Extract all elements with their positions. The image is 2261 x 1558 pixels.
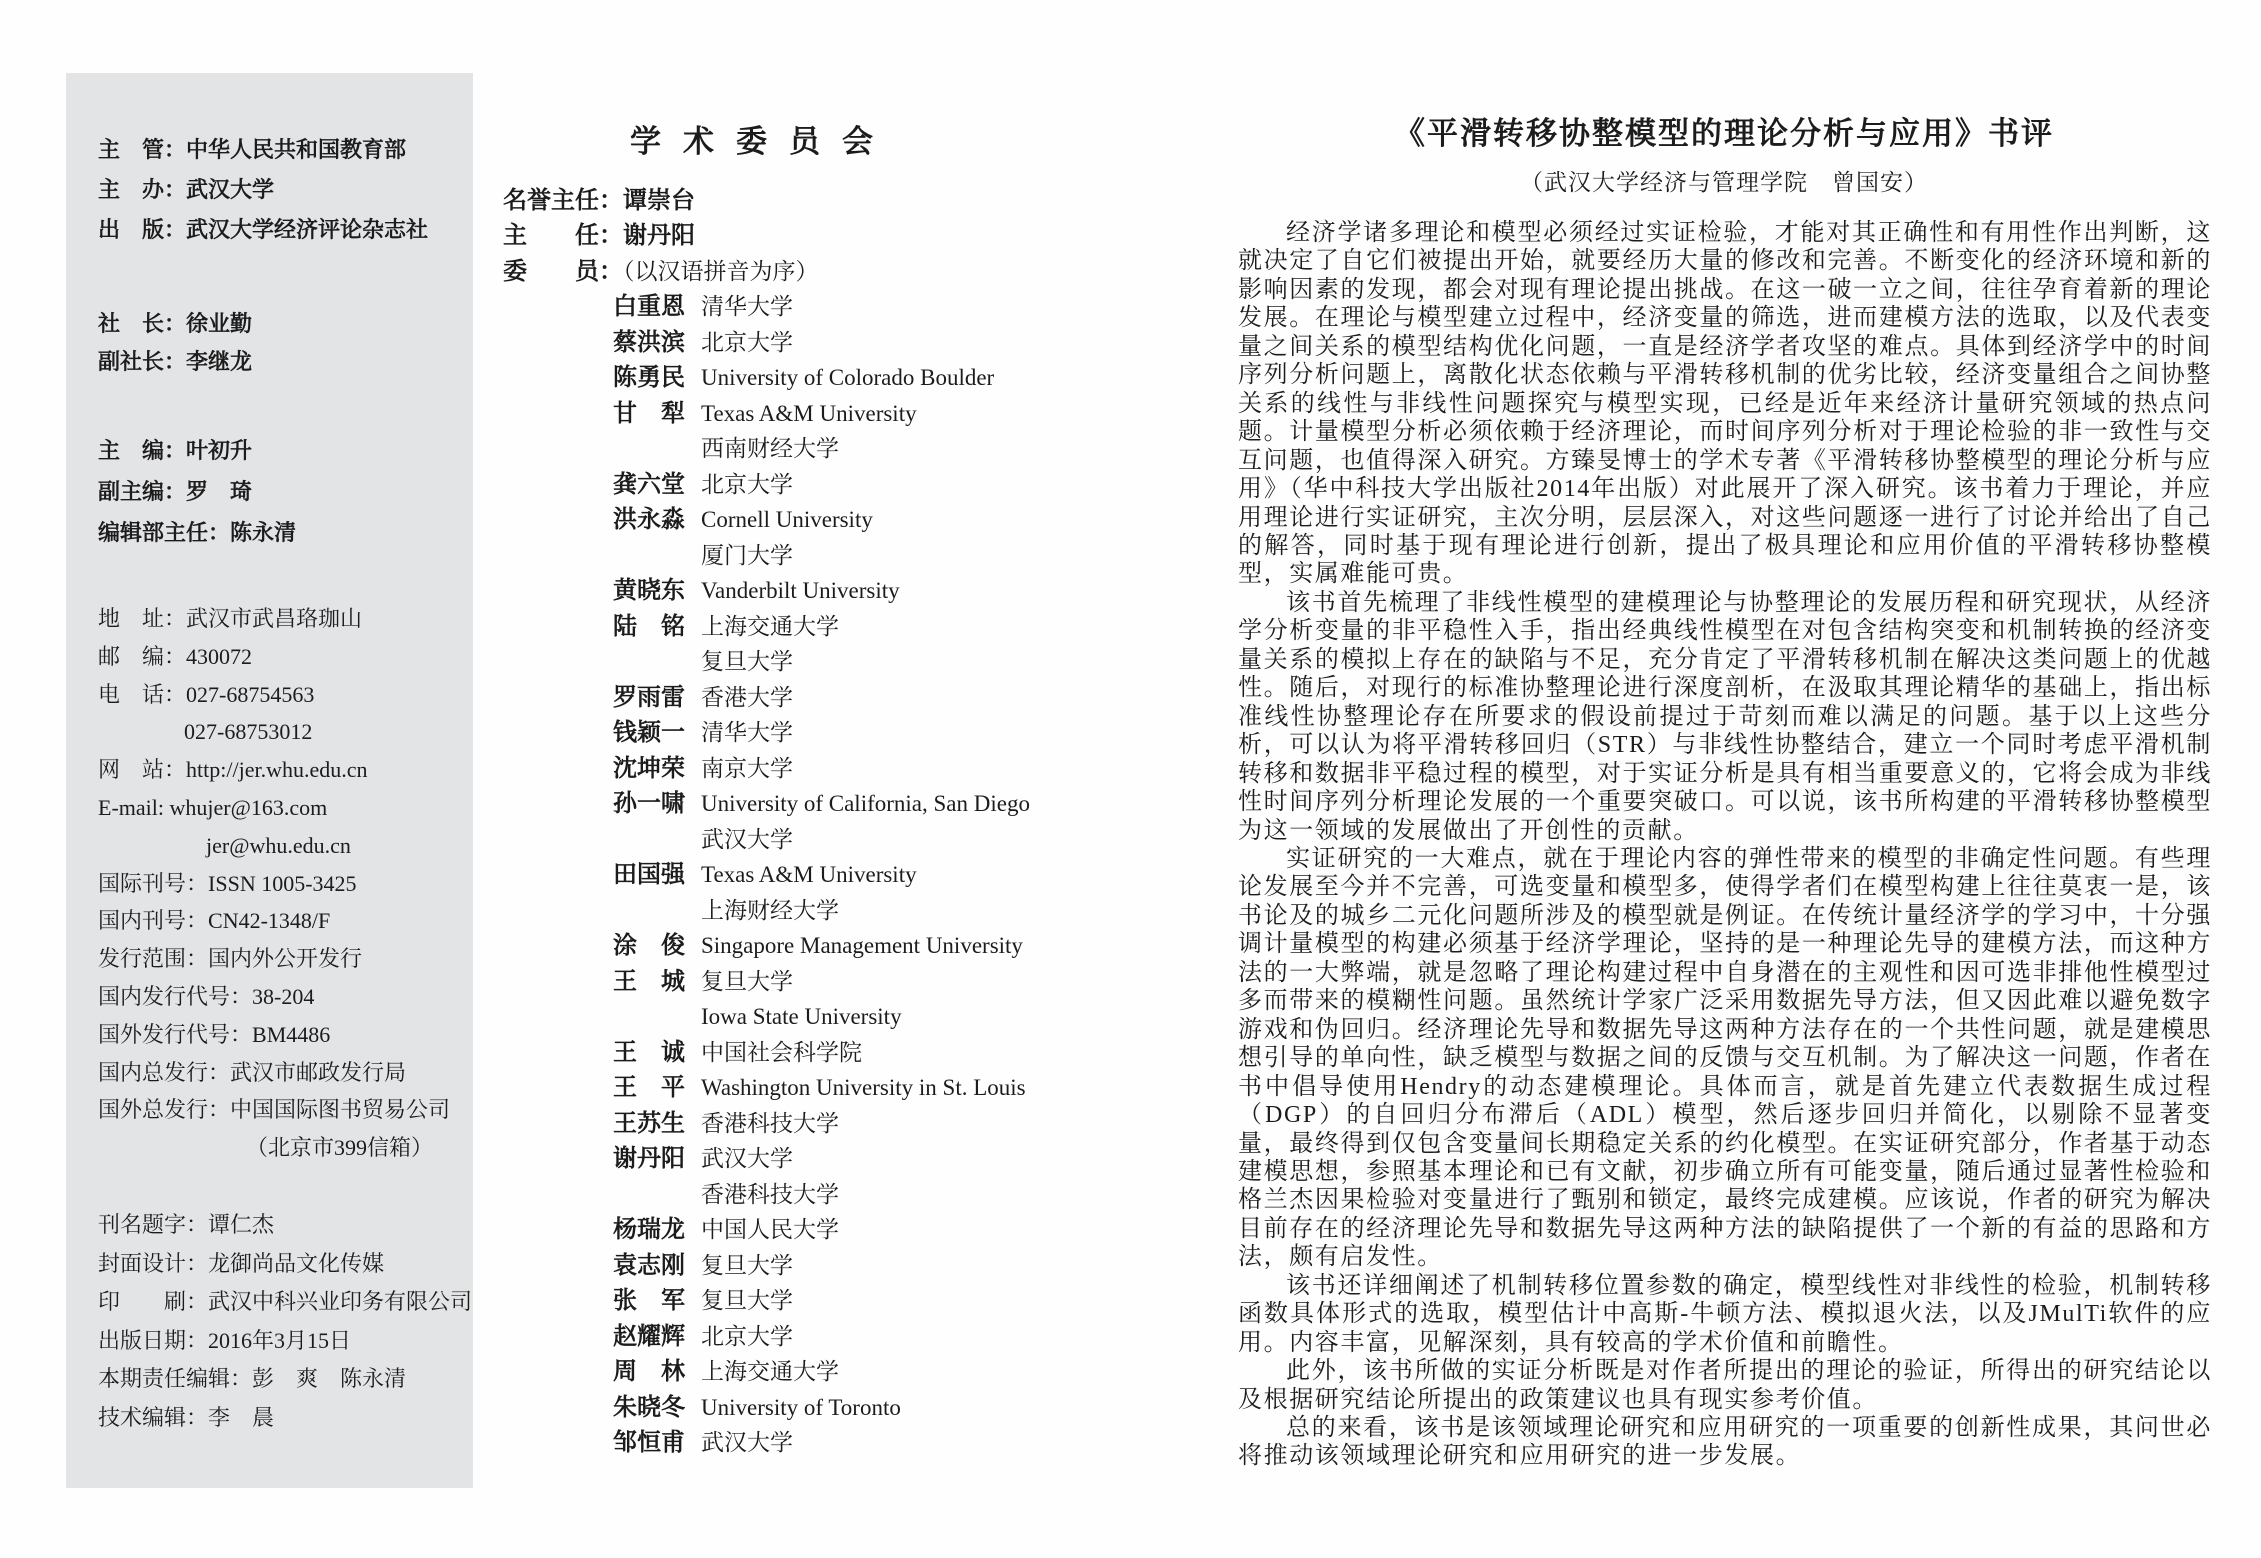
committee-member-list xyxy=(613,289,1030,1461)
review-paragraph: 实证研究的一大难点，就在于理论内容的弹性带来的模型的非确定性问题。有些理论发展至今并不完善，可选变量和模型多，使得学者们在模型构建上往往莫衷一是，该书论及的城乡二元化问题所涉及的模型就是例证。在传统计量经济学的学习中，十分强调计量模型的构建必须基于经济学理论，坚持的是一种理论先导的建模方法，而这种方法的一大弊端，就是忽略了理论构建过程中自身潜在的主观性和因可选非排他性模型过多而带来的模糊性问题。虽然统计学家广泛采用数据先导方法，但又因此难以避免数字游戏和伪回归。经济理论先导和数据先导这两种方法存在的一个共性问题，就是建模思想引导的单向性，缺乏模型与数据之间的反馈与交互机制。为了解决这一问题，作者在书中倡导使用Hendry的动态建模理论。具体而言，就是首先建立代表数据生成过程（DGP）的自回归分布滞后（ADL）模型，然后逐步回归并简化，以剔除不显著变量，最终得到仅包含变量间长期稳定关系的约化模型。在实证研究部分，作者基于动态建模思想，参照基本理论和已有文献，初步确立所有可能变量，随后通过显著性检验和格兰杰因果检验对变量进行了甄别和锁定，最终完成建模。应该说，作者的研究为解决目前存在的经济理论先导和数据先导这两种方法的缺陷提供了一个新的有益的思路和方法，颇有启发性。 xyxy=(1238,845,2212,1271)
committee-member-row xyxy=(613,325,1030,361)
member-name: 朱晓冬 xyxy=(613,1393,685,1421)
officer-name: 谢丹阳 xyxy=(623,223,695,249)
colophon-label: 主 编： xyxy=(98,438,187,463)
colophon-value: 国内外公开发行 xyxy=(208,946,363,972)
member-name: 蔡洪滨 xyxy=(613,328,685,356)
review-paragraph: 该书首先梳理了非线性模型的建模理论与协整理论的发展历程和研究现状，从经济学分析变量的非平稳性入手，指出经典线性模型在对包含结构突变和机制转换的经济变量关系的模拟上存在的缺陷与不足，充分肯定了平滑转移机制在解决这类问题上的优越性。随后，对现行的标准协整理论进行深度剖析，在汲取其理论精华的基础上，指出标准线性协整理论存在所要求的假设前提过于苛刻而难以满足的问题。基于以上这些分析，可以认为将平滑转移回归（STR）与非线性协整结合，建立一个同时考虑平滑机制转移和数据非平稳过程的模型，对于实证分析是具有相当重要意义的，它将会成为非线性时间序列分析理论发展的一个重要突破口。可以说，该书所构建的平滑转移协整模型为这一领域的发展做出了开创性的贡献。 xyxy=(1238,589,2212,844)
colophon-value: jer@whu.edu.cn xyxy=(206,832,351,858)
member-name: 赵耀辉 xyxy=(613,1322,685,1350)
member-affiliation: Iowa State University xyxy=(701,1004,902,1029)
member-affiliation: 中国人民大学 xyxy=(701,1217,839,1242)
colophon-value: 38-204 xyxy=(252,983,315,1009)
colophon-group-contact xyxy=(98,600,467,1167)
member-affiliation: 上海财经大学 xyxy=(701,897,839,923)
colophon-row xyxy=(98,600,467,638)
member-affiliation: 复旦大学 xyxy=(701,1288,793,1313)
member-name: 田国强 xyxy=(613,861,685,888)
committee-member-row xyxy=(613,1177,1030,1213)
colophon-value: 武汉大学经济评论杂志社 xyxy=(186,217,429,242)
committee-member-row xyxy=(613,715,1030,751)
colophon-row xyxy=(98,1283,473,1322)
colophon-row xyxy=(98,638,467,676)
member-affiliation: University of Colorado Boulder xyxy=(701,365,995,390)
member-name: 张 军 xyxy=(613,1287,685,1314)
member-affiliation: 香港科技大学 xyxy=(701,1181,839,1207)
colophon-label: 地 址： xyxy=(98,606,187,631)
colophon-row xyxy=(98,902,467,940)
committee-member-row xyxy=(613,857,1030,893)
member-affiliation: 北京大学 xyxy=(701,329,793,355)
review-paragraph: 此外，该书所做的实证分析既是对作者所提出的理论的验证，所得出的研究结论以及根据研究结论所提出的政策建议也具有现实参考价值。 xyxy=(1238,1358,2212,1413)
colophon-value: 2016年3月15日 xyxy=(208,1327,352,1353)
member-affiliation: Washington University in St. Louis xyxy=(701,1075,1026,1100)
member-affiliation: Singapore Management University xyxy=(701,933,1023,958)
colophon-row xyxy=(98,1322,467,1361)
colophon-value: 武汉市武昌珞珈山 xyxy=(186,606,363,631)
colophon-row xyxy=(98,1245,467,1284)
committee-member-row xyxy=(613,680,1030,716)
colophon-value: 武汉大学 xyxy=(186,177,275,202)
member-name: 王 诚 xyxy=(613,1038,685,1066)
committee-member-row xyxy=(613,609,1030,645)
member-name: 罗雨雷 xyxy=(613,683,685,711)
colophon-label: 国内发行代号： xyxy=(98,983,253,1009)
member-affiliation: 香港科技大学 xyxy=(701,1110,839,1136)
officer-label: 委 员： xyxy=(503,259,623,285)
colophon-label: 编辑部主任： xyxy=(98,520,231,545)
colophon-row xyxy=(98,676,467,714)
colophon-row xyxy=(98,940,467,978)
colophon-row xyxy=(98,978,467,1016)
colophon-row xyxy=(98,512,467,553)
colophon-label: 刊名题字： xyxy=(98,1212,209,1237)
member-name: 陈勇民 xyxy=(613,364,685,391)
committee-officers xyxy=(503,184,819,290)
colophon-value: 027-68754563 xyxy=(186,681,315,707)
member-name: 黄晓东 xyxy=(613,577,685,604)
officer-label: 名誉主任： xyxy=(503,188,623,214)
committee-officer-row xyxy=(503,184,819,219)
colophon-row xyxy=(98,1091,467,1129)
colophon-value: 李继龙 xyxy=(186,349,253,374)
colophon-group-production xyxy=(98,1206,473,1438)
committee-member-row xyxy=(613,1319,1030,1355)
member-affiliation: 复旦大学 xyxy=(701,1252,793,1278)
colophon-group-president xyxy=(98,305,467,381)
committee-member-row xyxy=(613,1212,1030,1248)
committee-member-row xyxy=(613,502,1030,538)
committee-member-row xyxy=(613,431,1030,467)
colophon-value: 叶初升 xyxy=(186,438,253,463)
member-affiliation: Cornell University xyxy=(701,507,873,532)
member-affiliation: University of California, San Diego xyxy=(701,791,1030,816)
committee-member-row xyxy=(613,1106,1030,1142)
colophon-label: 发行范围： xyxy=(98,946,209,972)
committee-member-row xyxy=(613,396,1030,432)
member-name: 陆 铭 xyxy=(613,612,685,640)
colophon-row xyxy=(98,1399,467,1438)
colophon-row xyxy=(98,713,467,751)
colophon-row xyxy=(98,1016,467,1054)
member-affiliation: 武汉大学 xyxy=(701,1430,793,1455)
officer-name: （以汉语拼音为序） xyxy=(623,259,819,284)
member-affiliation: 北京大学 xyxy=(701,471,793,497)
colophon-label: 国内总发行： xyxy=(98,1059,231,1085)
colophon-label: 印 刷： xyxy=(98,1289,209,1315)
member-name: 沈坤荣 xyxy=(613,754,685,782)
member-affiliation: Vanderbilt University xyxy=(701,578,900,603)
colophon-value: 430072 xyxy=(186,643,253,669)
colophon-label: 出 版： xyxy=(98,217,187,242)
member-affiliation: 香港大学 xyxy=(701,684,793,710)
member-name: 周 林 xyxy=(613,1358,685,1385)
member-affiliation: 中国社会科学院 xyxy=(701,1039,862,1065)
committee-member-row xyxy=(613,786,1030,822)
committee-member-row xyxy=(613,1283,1030,1319)
colophon-label: 电 话： xyxy=(98,681,187,707)
colophon-value: 徐业勤 xyxy=(186,311,253,336)
colophon-label: 出版日期： xyxy=(98,1327,209,1353)
committee-member-row xyxy=(613,360,1030,396)
colophon-row xyxy=(98,827,467,865)
colophon-value: BM4486 xyxy=(252,1021,331,1047)
member-name: 孙一啸 xyxy=(613,790,685,817)
colophon-row xyxy=(98,210,467,250)
member-name: 龚六堂 xyxy=(613,470,685,498)
colophon-value: 武汉中科兴业印务有限公司 xyxy=(208,1289,473,1315)
committee-member-row xyxy=(613,644,1030,680)
colophon-row xyxy=(98,751,467,789)
member-name: 王 城 xyxy=(613,967,685,995)
committee-member-row xyxy=(613,999,1030,1035)
colophon-value: 彭 爽 陈永清 xyxy=(252,1366,407,1392)
member-name: 杨瑞龙 xyxy=(613,1216,685,1243)
committee-member-row xyxy=(613,538,1030,574)
member-name: 白重恩 xyxy=(613,293,685,320)
committee-title: 学术委员会 xyxy=(630,124,895,159)
colophon-value: 陈永清 xyxy=(230,520,297,545)
colophon-label: E-mail: xyxy=(98,794,170,820)
member-name: 甘 犁 xyxy=(613,399,685,427)
member-name: 王苏生 xyxy=(613,1109,685,1137)
committee-officer-row xyxy=(503,219,819,254)
colophon-value: （北京市399信箱） xyxy=(246,1135,434,1161)
colophon-panel xyxy=(66,73,473,1488)
member-affiliation: 上海交通大学 xyxy=(701,613,839,639)
colophon-row xyxy=(98,170,467,210)
colophon-row xyxy=(98,430,467,471)
colophon-row xyxy=(98,305,467,343)
member-affiliation: 厦门大学 xyxy=(701,542,793,568)
colophon-label: 邮 编： xyxy=(98,643,187,669)
committee-member-row xyxy=(613,1035,1030,1071)
colophon-row xyxy=(98,1206,467,1245)
committee-officer-row xyxy=(503,254,819,290)
member-name: 涂 俊 xyxy=(613,932,685,959)
review-paragraph: 总的来看，该书是该领域理论研究和应用研究的一项重要的创新性成果，其问世必将推动该领域理论研究和应用研究的进一步发展。 xyxy=(1238,1415,2212,1470)
colophon-value: CN42-1348/F xyxy=(208,908,331,934)
colophon-row xyxy=(98,1129,467,1167)
colophon-label: 技术编辑： xyxy=(98,1404,209,1430)
review-byline: （武汉大学经济与管理学院 曾国安） xyxy=(1520,170,1928,195)
colophon-label: 国外发行代号： xyxy=(98,1021,253,1047)
member-name: 钱颖一 xyxy=(613,719,685,746)
committee-member-row xyxy=(613,928,1030,964)
member-affiliation: 南京大学 xyxy=(701,755,793,781)
member-affiliation: 武汉大学 xyxy=(701,1146,793,1171)
colophon-value: 李 晨 xyxy=(208,1404,275,1430)
committee-member-row xyxy=(613,893,1030,929)
colophon-value: 龙御尚品文化传媒 xyxy=(208,1250,385,1276)
colophon-row xyxy=(98,789,467,827)
colophon-row xyxy=(98,471,467,512)
review-body xyxy=(1238,219,2212,1471)
colophon-group-supervisor xyxy=(98,130,467,250)
member-name: 王 平 xyxy=(613,1074,685,1101)
colophon-value: 武汉市邮政发行局 xyxy=(230,1059,407,1085)
committee-member-row xyxy=(613,1070,1030,1106)
colophon-label: 副主编： xyxy=(98,479,187,504)
colophon-label: 主 管： xyxy=(98,137,187,162)
colophon-row xyxy=(98,865,467,903)
colophon-label: 本期责任编辑： xyxy=(98,1366,253,1392)
review-paragraph: 经济学诸多理论和模型必须经过实证检验，才能对其正确性和有用性作出判断，这就决定了自它们被提出开始，就要经历大量的修改和完善。不断变化的经济环境和新的影响因素的发现，都会对现有理论提出挑战。在这一破一立之间，往往孕育着新的理论发展。在理论与模型建立过程中，经济变量的筛选，进而建模方法的选取，以及代表变量之间关系的模型结构优化问题，一直是经济学者攻坚的难点。具体到经济学中的时间序列分析问题上，离散化状态依赖与平滑转移机制的优劣比较，经济变量组合之间协整关系的线性与非线性问题探究与模型实现，已经是近年来经济计量研究领域的热点问题。计量模型分析必须依赖于经济理论，而时间序列分析对于理论检验的非一致性与交互问题，也值得深入研究。方臻旻博士的学术专著《平滑转移协整模型的理论分析与应用》（华中科技大学出版社2014年出版）对此展开了深入研究。该书着力于理论，并应用理论进行实证研究，主次分明，层层深入，对这些问题逐一进行了讨论并给出了自己的解答，同时基于现有理论进行创新，提出了极具理论和应用价值的平滑转移协整模型，实属难能可贵。 xyxy=(1238,220,2212,588)
member-affiliation: University of Toronto xyxy=(701,1394,901,1420)
colophon-label: 社 长： xyxy=(98,311,187,336)
committee-member-row xyxy=(613,467,1030,503)
colophon-value: http://jer.whu.edu.cn xyxy=(186,757,368,783)
committee-member-row xyxy=(613,822,1030,858)
member-affiliation: 武汉大学 xyxy=(701,826,793,852)
member-name: 袁志刚 xyxy=(613,1251,685,1279)
colophon-value: whujer@163.com xyxy=(169,794,328,820)
colophon-value: 中国国际图书贸易公司 xyxy=(230,1097,451,1123)
colophon-label: 国际刊号： xyxy=(98,870,209,896)
committee-member-row xyxy=(613,1354,1030,1390)
member-affiliation: 北京大学 xyxy=(701,1323,793,1349)
member-affiliation: 上海交通大学 xyxy=(701,1359,839,1384)
committee-member-row xyxy=(613,1141,1030,1177)
member-affiliation: 西南财经大学 xyxy=(701,436,839,461)
colophon-group-editors xyxy=(98,430,467,553)
colophon-row xyxy=(98,343,467,381)
colophon-label: 封面设计： xyxy=(98,1250,209,1276)
colophon-row xyxy=(98,1360,467,1399)
member-affiliation: Texas A&M University xyxy=(701,400,917,426)
committee-member-row xyxy=(613,1390,1030,1426)
committee-member-row xyxy=(613,751,1030,787)
colophon-value: 罗 琦 xyxy=(186,479,253,504)
colophon-value: 027-68753012 xyxy=(184,719,313,745)
colophon-value: ISSN 1005-3425 xyxy=(208,870,357,896)
member-name: 谢丹阳 xyxy=(613,1145,685,1172)
review-title: 《平滑转移协整模型的理论分析与应用》书评 xyxy=(1394,116,2054,151)
colophon-row xyxy=(98,1054,467,1092)
member-affiliation: 复旦大学 xyxy=(701,649,793,674)
member-affiliation: 清华大学 xyxy=(701,294,793,319)
officer-label: 主 任： xyxy=(503,223,623,249)
colophon-label: 副社长： xyxy=(98,349,187,374)
member-affiliation: 复旦大学 xyxy=(701,968,793,994)
colophon-value: 中华人民共和国教育部 xyxy=(186,137,407,162)
member-affiliation: Texas A&M University xyxy=(701,862,917,887)
member-name: 邹恒甫 xyxy=(613,1429,685,1456)
committee-member-row xyxy=(613,1425,1030,1461)
committee-member-row xyxy=(613,289,1030,325)
committee-member-row xyxy=(613,573,1030,609)
colophon-label: 国外总发行： xyxy=(98,1097,231,1123)
colophon-row xyxy=(98,130,467,170)
colophon-value: 谭仁杰 xyxy=(208,1212,275,1237)
review-paragraph: 该书还详细阐述了机制转移位置参数的确定，模型线性对非线性的检验，机制转移函数具体形式的选取，模型估计中高斯-牛顿方法、模拟退火法，以及JMulTi软件的应用。内容丰富，见解深刻，具有较高的学术价值和前瞻性。 xyxy=(1238,1272,2212,1356)
colophon-label: 主 办： xyxy=(98,177,187,202)
committee-member-row xyxy=(613,1248,1030,1284)
colophon-label: 网 站： xyxy=(98,757,187,783)
officer-name: 谭崇台 xyxy=(623,188,695,214)
committee-member-row xyxy=(613,964,1030,1000)
member-name: 洪永淼 xyxy=(613,506,685,533)
member-affiliation: 清华大学 xyxy=(701,720,793,745)
colophon-label: 国内刊号： xyxy=(98,908,209,934)
